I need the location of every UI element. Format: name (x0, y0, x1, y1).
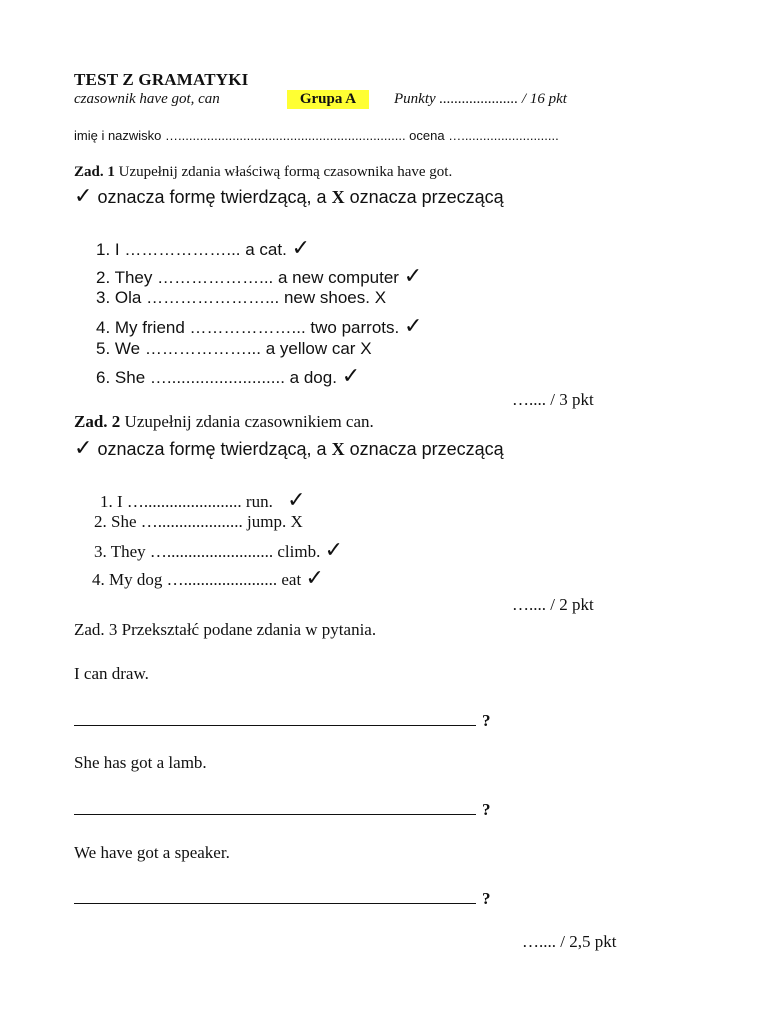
list-item (100, 488, 306, 513)
check-mark-icon: ✓ (74, 436, 93, 461)
item-text: 6. She …......................... a dog. (96, 368, 337, 387)
check-mark-icon: ✓ (403, 264, 423, 289)
zad2-heading (74, 412, 374, 432)
legend-text: oznacza formę twierdzącą, a (97, 187, 327, 207)
item-text: 2. They ………………... a new computer (96, 268, 399, 287)
legend-text: oznacza przeczącą (349, 439, 504, 459)
list-item (92, 566, 324, 591)
zad2-score: ….... / 2 pkt (512, 595, 594, 614)
check-mark-icon: ✓ (287, 488, 306, 513)
item-text: 4. My friend ………………... two parrots. (96, 318, 400, 337)
answer-blank[interactable] (74, 798, 476, 815)
list-item (94, 512, 303, 532)
question-mark: ? (482, 889, 491, 908)
test-title: TEST Z GRAMATYKI (74, 70, 249, 89)
item-text: 1. I …....................... run. (100, 492, 273, 511)
answer-line[interactable] (74, 798, 491, 820)
list-item (96, 364, 360, 389)
question-mark: ? (482, 800, 491, 819)
item-text: 5. We ………………... a yellow car X (96, 339, 372, 358)
legend-x: X (331, 187, 345, 207)
answer-blank[interactable] (74, 887, 476, 904)
check-mark-icon: ✓ (403, 314, 423, 339)
answer-line[interactable] (74, 709, 491, 731)
zad3-score: ….... / 2,5 pkt (522, 932, 617, 951)
check-mark-icon: ✓ (291, 236, 310, 261)
list-item (96, 288, 386, 308)
points-line: Punkty ..................... / 16 pkt (394, 91, 567, 107)
legend-text: oznacza formę twierdzącą, a (97, 439, 327, 459)
list-item (94, 538, 343, 563)
group-badge: Grupa A (287, 90, 369, 109)
item-text: 3. Ola …………………... new shoes. X (96, 288, 387, 307)
zad1-heading (74, 164, 452, 181)
zad3-sentence: We have got a speaker. (74, 843, 230, 862)
item-text: 4. My dog …...................... eat (92, 570, 302, 589)
question-mark: ? (482, 711, 491, 730)
legend-text: oznacza przeczącą (349, 187, 504, 207)
list-item (96, 264, 422, 289)
zad3-sentence: She has got a lamb. (74, 753, 207, 772)
answer-line[interactable] (74, 887, 491, 909)
check-mark-icon: ✓ (324, 538, 344, 563)
name-grade-line: imię i nazwisko …............................................................... ocena …........................... (74, 128, 559, 143)
item-text: 2. She ….................... jump. X (94, 512, 303, 531)
check-mark-icon: ✓ (341, 364, 361, 389)
zad3-sentence: I can draw. (74, 664, 149, 683)
item-text: 3. They …......................... climb. (94, 542, 321, 561)
zad1-instruction: Uzupełnij zdania właściwą formą czasownika have got. (118, 164, 453, 180)
check-mark-icon: ✓ (74, 184, 93, 209)
zad1-legend (74, 184, 504, 209)
zad1-score: ….... / 3 pkt (512, 390, 594, 409)
list-item (96, 339, 372, 359)
zad2-instruction: Uzupełnij zdania czasownikiem can. (124, 412, 374, 431)
zad3-heading: Zad. 3 Przekształć podane zdania w pytania. (74, 620, 377, 639)
legend-x: X (331, 439, 345, 459)
item-text: 1. I ………………... a cat. (96, 240, 287, 259)
list-item (96, 314, 422, 339)
check-mark-icon: ✓ (305, 566, 324, 591)
list-item (96, 236, 310, 261)
answer-blank[interactable] (74, 709, 476, 726)
test-subtitle: czasownik have got, can (74, 91, 220, 107)
zad1-label: Zad. 1 (74, 164, 115, 180)
zad2-legend (74, 436, 504, 461)
zad2-label: Zad. 2 (74, 412, 121, 431)
